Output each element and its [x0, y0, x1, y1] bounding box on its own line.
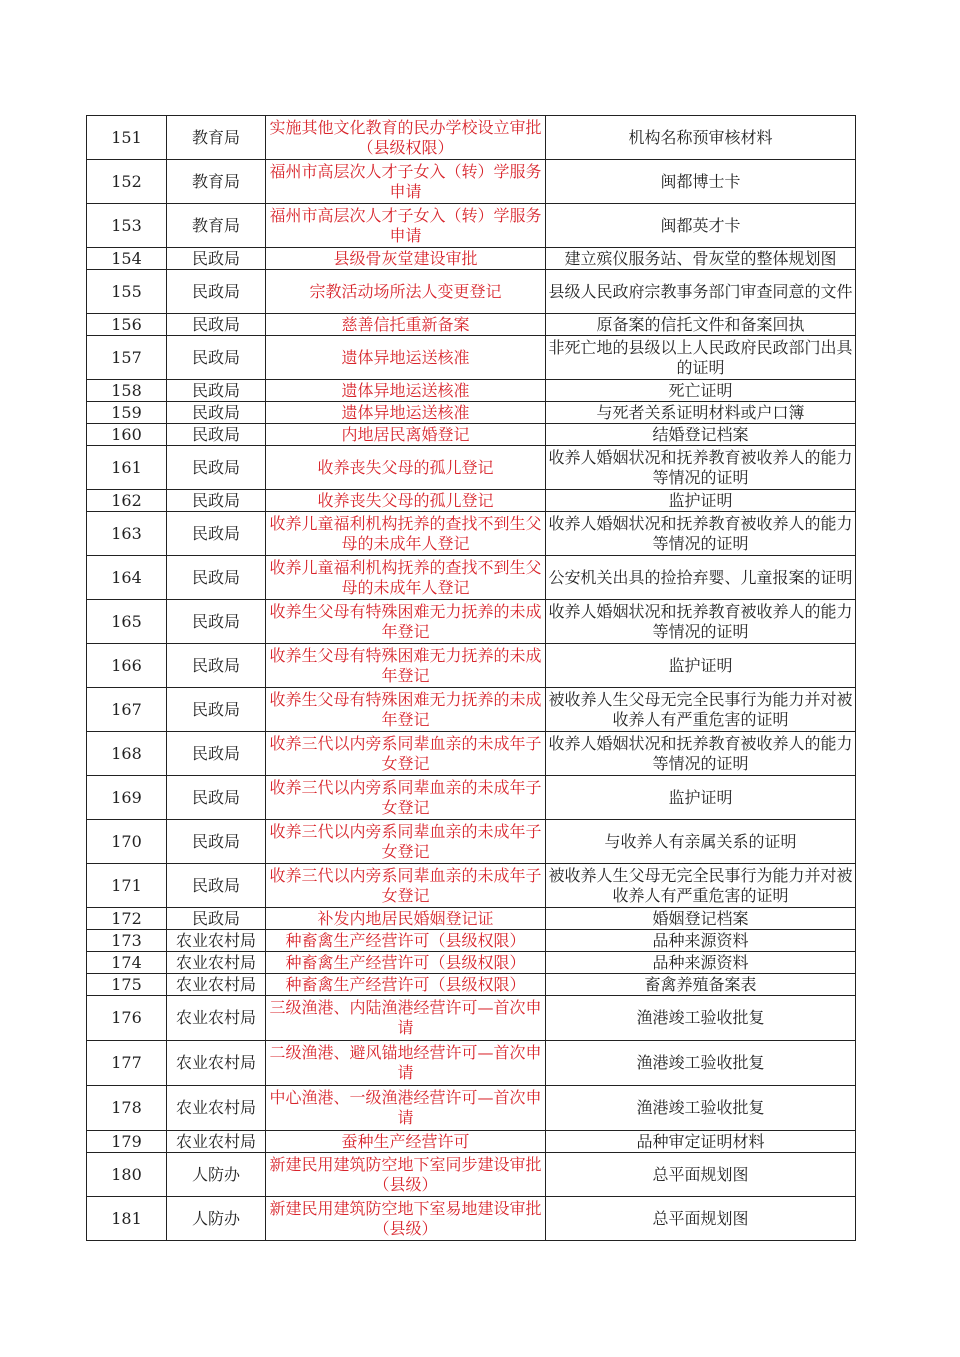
department: 人防办	[167, 1153, 266, 1197]
required-material: 死亡证明	[546, 380, 856, 402]
row-number: 173	[87, 930, 167, 952]
approval-item: 县级骨灰堂建设审批	[266, 248, 546, 270]
table-row	[87, 820, 856, 864]
row-number: 154	[87, 248, 167, 270]
required-material: 收养人婚姻状况和抚养教育被收养人的能力等情况的证明	[546, 732, 856, 776]
approval-item: 蚕种生产经营许可	[266, 1131, 546, 1153]
department: 民政局	[167, 908, 266, 930]
required-material: 婚姻登记档案	[546, 908, 856, 930]
table-row	[87, 512, 856, 556]
row-number: 175	[87, 974, 167, 996]
required-material: 品种审定证明材料	[546, 1131, 856, 1153]
approval-item: 收养儿童福利机构抚养的查找不到生父母的未成年人登记	[266, 556, 546, 600]
department: 民政局	[167, 732, 266, 776]
approval-item: 收养儿童福利机构抚养的查找不到生父母的未成年人登记	[266, 512, 546, 556]
row-number: 172	[87, 908, 167, 930]
table-body	[87, 116, 856, 1241]
approval-item: 收养三代以内旁系同辈血亲的未成年子女登记	[266, 776, 546, 820]
approval-item: 内地居民离婚登记	[266, 424, 546, 446]
approval-item: 收养丧失父母的孤儿登记	[266, 446, 546, 490]
required-material: 监护证明	[546, 776, 856, 820]
table-row	[87, 732, 856, 776]
row-number: 159	[87, 402, 167, 424]
approval-item: 三级渔港、内陆渔港经营许可—首次申请	[266, 996, 546, 1041]
row-number: 152	[87, 160, 167, 204]
row-number: 162	[87, 490, 167, 512]
row-number: 170	[87, 820, 167, 864]
row-number: 161	[87, 446, 167, 490]
approval-item: 种畜禽生产经营许可（县级权限）	[266, 952, 546, 974]
table-row	[87, 270, 856, 314]
required-material: 收养人婚姻状况和抚养教育被收养人的能力等情况的证明	[546, 512, 856, 556]
required-material: 被收养人生父母无完全民事行为能力并对被收养人有严重危害的证明	[546, 688, 856, 732]
approval-item: 种畜禽生产经营许可（县级权限）	[266, 974, 546, 996]
approval-item: 实施其他文化教育的民办学校设立审批（县级权限）	[266, 116, 546, 160]
table-row	[87, 1153, 856, 1197]
department: 民政局	[167, 424, 266, 446]
table-row	[87, 1041, 856, 1086]
row-number: 168	[87, 732, 167, 776]
department: 民政局	[167, 600, 266, 644]
required-material: 闽都英才卡	[546, 204, 856, 248]
row-number: 164	[87, 556, 167, 600]
row-number: 151	[87, 116, 167, 160]
department: 民政局	[167, 336, 266, 380]
table-row	[87, 908, 856, 930]
department: 人防办	[167, 1197, 266, 1241]
row-number: 165	[87, 600, 167, 644]
table-row	[87, 424, 856, 446]
department: 民政局	[167, 776, 266, 820]
approval-item: 收养生父母有特殊困难无力抚养的未成年登记	[266, 644, 546, 688]
row-number: 176	[87, 996, 167, 1041]
department: 民政局	[167, 270, 266, 314]
row-number: 158	[87, 380, 167, 402]
approval-item: 福州市高层次人才子女入（转）学服务申请	[266, 204, 546, 248]
table-row	[87, 776, 856, 820]
table-row	[87, 446, 856, 490]
department: 民政局	[167, 644, 266, 688]
approval-item: 遗体异地运送核准	[266, 402, 546, 424]
required-material: 总平面规划图	[546, 1197, 856, 1241]
required-material: 收养人婚姻状况和抚养教育被收养人的能力等情况的证明	[546, 600, 856, 644]
department: 农业农村局	[167, 1131, 266, 1153]
table-row	[87, 160, 856, 204]
table-row	[87, 688, 856, 732]
approval-item: 慈善信托重新备案	[266, 314, 546, 336]
required-material: 监护证明	[546, 490, 856, 512]
department: 民政局	[167, 820, 266, 864]
department: 民政局	[167, 248, 266, 270]
required-material: 与死者关系证明材料或户口簿	[546, 402, 856, 424]
approval-item: 种畜禽生产经营许可（县级权限）	[266, 930, 546, 952]
row-number: 177	[87, 1041, 167, 1086]
required-material: 原备案的信托文件和备案回执	[546, 314, 856, 336]
table-row	[87, 402, 856, 424]
row-number: 178	[87, 1086, 167, 1131]
required-material: 闽都博士卡	[546, 160, 856, 204]
table-row	[87, 930, 856, 952]
department: 农业农村局	[167, 1086, 266, 1131]
row-number: 171	[87, 864, 167, 908]
approval-item: 补发内地居民婚姻登记证	[266, 908, 546, 930]
department: 民政局	[167, 314, 266, 336]
required-material: 渔港竣工验收批复	[546, 1086, 856, 1131]
department: 民政局	[167, 402, 266, 424]
required-material: 渔港竣工验收批复	[546, 1041, 856, 1086]
approval-item: 中心渔港、一级渔港经营许可—首次申请	[266, 1086, 546, 1131]
approval-item: 收养生父母有特殊困难无力抚养的未成年登记	[266, 688, 546, 732]
row-number: 155	[87, 270, 167, 314]
required-material: 监护证明	[546, 644, 856, 688]
department: 教育局	[167, 116, 266, 160]
department: 民政局	[167, 490, 266, 512]
department: 农业农村局	[167, 952, 266, 974]
row-number: 156	[87, 314, 167, 336]
table-row	[87, 1197, 856, 1241]
approval-item: 二级渔港、避风锚地经营许可—首次申请	[266, 1041, 546, 1086]
approval-item: 遗体异地运送核准	[266, 380, 546, 402]
approval-item: 收养生父母有特殊困难无力抚养的未成年登记	[266, 600, 546, 644]
department: 农业农村局	[167, 974, 266, 996]
row-number: 169	[87, 776, 167, 820]
approval-item: 收养三代以内旁系同辈血亲的未成年子女登记	[266, 732, 546, 776]
department: 教育局	[167, 204, 266, 248]
table-row	[87, 864, 856, 908]
approval-materials-table	[86, 115, 856, 1241]
table-row	[87, 1086, 856, 1131]
table-row	[87, 248, 856, 270]
row-number: 174	[87, 952, 167, 974]
required-material: 县级人民政府宗教事务部门审查同意的文件	[546, 270, 856, 314]
required-material: 总平面规划图	[546, 1153, 856, 1197]
required-material: 机构名称预审核材料	[546, 116, 856, 160]
required-material: 与收养人有亲属关系的证明	[546, 820, 856, 864]
department: 民政局	[167, 864, 266, 908]
approval-item: 新建民用建筑防空地下室易地建设审批（县级）	[266, 1197, 546, 1241]
table-row	[87, 380, 856, 402]
table-row	[87, 336, 856, 380]
row-number: 167	[87, 688, 167, 732]
table-row	[87, 996, 856, 1041]
table-row	[87, 314, 856, 336]
table-row	[87, 490, 856, 512]
department: 民政局	[167, 688, 266, 732]
required-material: 收养人婚姻状况和抚养教育被收养人的能力等情况的证明	[546, 446, 856, 490]
required-material: 建立殡仪服务站、骨灰堂的整体规划图	[546, 248, 856, 270]
required-material: 非死亡地的县级以上人民政府民政部门出具的证明	[546, 336, 856, 380]
department: 民政局	[167, 380, 266, 402]
row-number: 153	[87, 204, 167, 248]
row-number: 163	[87, 512, 167, 556]
required-material: 被收养人生父母无完全民事行为能力并对被收养人有严重危害的证明	[546, 864, 856, 908]
row-number: 179	[87, 1131, 167, 1153]
approval-item: 福州市高层次人才子女入（转）学服务申请	[266, 160, 546, 204]
row-number: 181	[87, 1197, 167, 1241]
table-row	[87, 644, 856, 688]
department: 农业农村局	[167, 930, 266, 952]
table-row	[87, 556, 856, 600]
table-row	[87, 116, 856, 160]
table-row	[87, 204, 856, 248]
row-number: 180	[87, 1153, 167, 1197]
approval-item: 遗体异地运送核准	[266, 336, 546, 380]
table-row	[87, 974, 856, 996]
approval-item: 新建民用建筑防空地下室同步建设审批（县级）	[266, 1153, 546, 1197]
department: 农业农村局	[167, 1041, 266, 1086]
required-material: 品种来源资料	[546, 952, 856, 974]
row-number: 157	[87, 336, 167, 380]
department: 民政局	[167, 512, 266, 556]
department: 农业农村局	[167, 996, 266, 1041]
required-material: 渔港竣工验收批复	[546, 996, 856, 1041]
required-material: 畜禽养殖备案表	[546, 974, 856, 996]
approval-item: 收养三代以内旁系同辈血亲的未成年子女登记	[266, 820, 546, 864]
table-row	[87, 600, 856, 644]
department: 教育局	[167, 160, 266, 204]
department: 民政局	[167, 556, 266, 600]
department: 民政局	[167, 446, 266, 490]
table-row	[87, 1131, 856, 1153]
row-number: 166	[87, 644, 167, 688]
table-row	[87, 952, 856, 974]
required-material: 结婚登记档案	[546, 424, 856, 446]
required-material: 公安机关出具的捡拾弃婴、儿童报案的证明	[546, 556, 856, 600]
approval-item: 收养三代以内旁系同辈血亲的未成年子女登记	[266, 864, 546, 908]
approval-item: 收养丧失父母的孤儿登记	[266, 490, 546, 512]
required-material: 品种来源资料	[546, 930, 856, 952]
approval-item: 宗教活动场所法人变更登记	[266, 270, 546, 314]
row-number: 160	[87, 424, 167, 446]
